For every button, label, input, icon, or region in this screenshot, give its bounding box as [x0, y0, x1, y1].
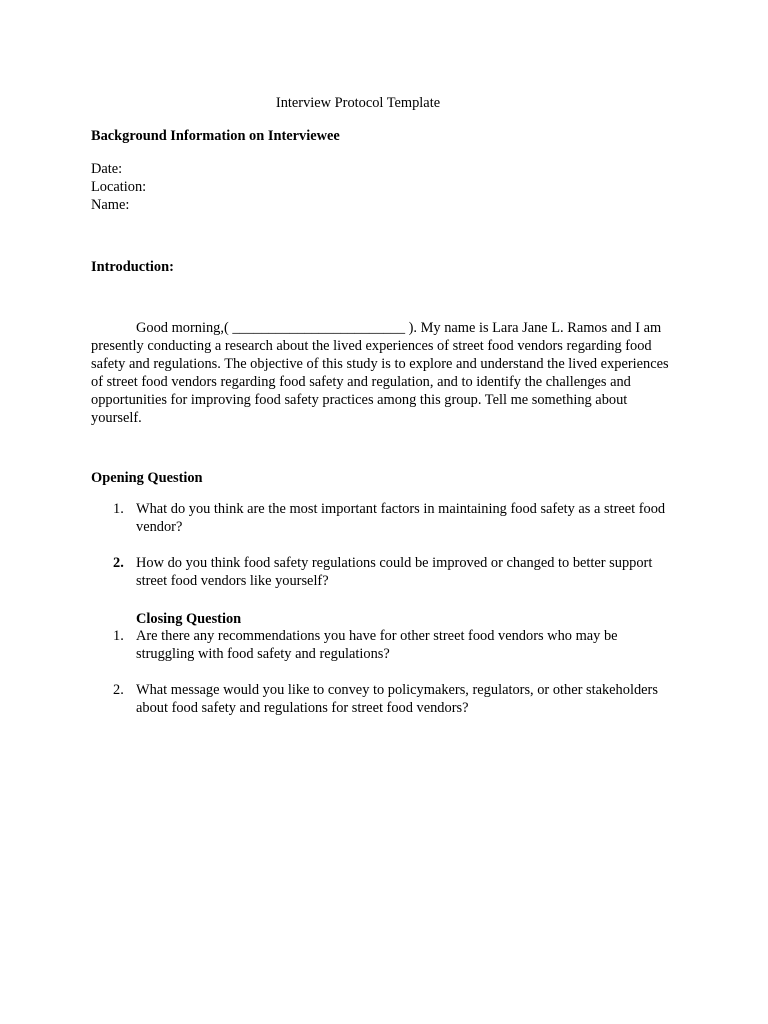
location-label: Location:: [91, 179, 147, 195]
list-number: 2.: [113, 555, 124, 571]
question-text: Are there any recommendations you have for other street food vendors who may be struggling with food safety and regulations?: [136, 628, 618, 662]
background-heading: Background Information on Interviewee: [91, 128, 340, 144]
introduction-heading: Introduction:: [91, 259, 174, 275]
document-title: Interview Protocol Template: [275, 95, 441, 111]
date-label: Date:: [91, 161, 123, 177]
introduction-paragraph: Good morning,( ________________________ ). My name is Lara Jane L. Ramos and I am presently conducting a research about the lived experiences of street food vendors regarding food safety and regulations. The objective of this study is to explore and understand the lived experiences of street food vendors regarding food safety and regulation, and to identify the challenges and opportunities for improving food safety practices among this group. Tell me something about yourself.: [91, 320, 669, 426]
question-text: What message would you like to convey to policymakers, regulators, or other stakeholders about food safety and regulations for street food vendors?: [136, 682, 658, 716]
list-number: 1.: [113, 501, 124, 517]
question-text: How do you think food safety regulations could be improved or changed to better support street food vendors like yourself?: [136, 555, 653, 589]
list-number: 1.: [113, 628, 124, 644]
list-number: 2.: [113, 682, 124, 698]
list-item: [91, 681, 679, 717]
list-item: [91, 500, 679, 536]
opening-question-heading: Opening Question: [91, 470, 203, 486]
closing-question-heading: Closing Question: [136, 611, 242, 627]
name-label: Name:: [91, 197, 130, 213]
list-item: [91, 554, 679, 590]
question-text: What do you think are the most important factors in maintaining food safety as a street food vendor?: [136, 501, 666, 535]
list-item: [91, 627, 679, 663]
